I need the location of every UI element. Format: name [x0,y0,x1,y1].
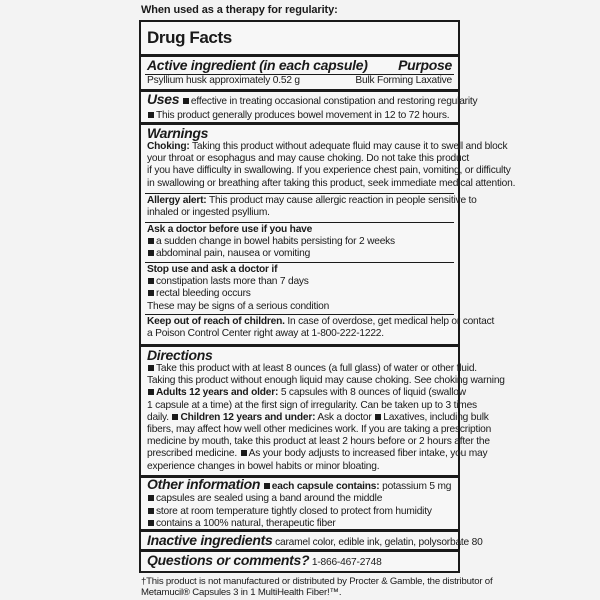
warnings-heading: Warnings [147,125,209,141]
stop-use-item: constipation lasts more than 7 days [156,276,309,288]
questions-heading: Questions or comments? [147,552,310,568]
ask-doctor-section [147,224,395,261]
ask-doctor-item: abdominal pain, nausea or vomiting [156,248,311,260]
adults-label: Adults 12 years and older: [156,387,279,399]
directions-line: daily. [147,411,169,423]
choking-label: Choking: [147,141,190,152]
allergy-line-2: inhaled or ingested psyllium. [147,207,270,219]
ask-doctor-item: a sudden change in bowel habits persisting for 2 weeks [156,236,395,248]
purpose-heading: Purpose [398,57,452,73]
choking-line-4: in swallowing or breathing after taking this product, seek immediate medical attention. [147,177,516,189]
footnote-line-1: †This product is not manufactured or distributed by Procter & Gamble, the distributor of [141,576,493,587]
drug-facts-title: Drug Facts [147,28,232,47]
directions-heading: Directions [147,347,213,363]
footnote [141,576,492,598]
other-info-line: contains a 100% natural, therapeutic fiber [156,518,336,530]
stop-use-note: These may be signs of a serious condition [147,300,330,312]
directions-line: fibers, may affect how well other medicines work. If you are taking a prescription [147,424,492,436]
active-ingredient-heading: Active ingredient (in each capsule) [147,57,368,73]
each-capsule-label: each capsule contains: [271,481,380,492]
directions-line: Laxatives, including bulk [383,411,489,423]
uses-line-2: This product generally produces bowel movement in 12 to 72 hours. [156,110,450,121]
allergy-label: Allergy alert: [147,195,207,206]
inactive-text: caramel color, edible ink, gelatin, polysorbate 80 [275,537,483,548]
inactive-heading: Inactive ingredients [147,532,273,548]
stop-use-heading: Stop use and ask a doctor if [147,264,278,275]
intro-text: When used as a therapy for regularity: [141,4,338,16]
questions-phone: 1-866-467-2748 [311,557,382,568]
choking-warning [147,141,515,190]
stop-use-section [147,264,329,313]
keep-out-line-1: In case of overdose, get medical help or contact [287,316,495,327]
other-info-heading: Other information [147,476,261,492]
other-info-line: capsules are sealed using a band around the middle [156,493,383,505]
directions-line: medicine by mouth, take this product at least 2 hours before or 2 hours after the [147,436,490,448]
choking-line-3: if you have difficulty in swallowing. If you experience chest pain, vomiting, or difficulty [147,165,511,177]
directions-line: Ask a doctor [317,411,372,423]
directions-line: 1 capsule at a time) at the first sign of irregularity. Can be taken up to 3 times [147,399,477,411]
footnote-line-2: Metamucil® Capsules 3 in 1 MultiHealth Fiber!™. [141,587,342,598]
keep-out-label: Keep out of reach of children. [147,316,285,327]
purpose-value: Bulk Forming Laxative [355,75,452,86]
uses-line-1: effective in treating occasional constipation and restoring regularity [190,96,478,107]
choking-line-2: your throat or esophagus and may cause choking. Do not take this product [147,153,469,165]
uses-heading: Uses [147,91,180,107]
keep-out-of-reach [147,316,494,340]
ask-doctor-heading: Ask a doctor before use if you have [147,224,313,235]
each-capsule-value: potassium 5 mg [382,481,452,492]
children-label: Children 12 years and under: [180,411,316,423]
allergy-alert [147,195,477,219]
choking-line-1: Taking this product without adequate fluid may cause it to swell and block [192,141,508,152]
directions-line: As your body adjusts to increased fiber intake, you may [248,448,488,460]
other-info-line: store at room temperature tightly closed to protect from humidity [156,505,432,517]
directions-text [147,363,505,473]
other-information-section [147,478,451,531]
stop-use-item: rectal bleeding occurs [156,288,251,300]
directions-line: Take this product with at least 8 ounces (a full glass) of water or other fluid. [156,363,477,374]
drug-facts-panel [139,20,516,573]
directions-line: experience changes in bowel habits or minor bloating. [147,460,380,472]
allergy-line-1: This product may cause allergic reaction in people sensitive to [208,195,477,206]
directions-line: Taking this product without enough liquid may cause choking. See choking warning [147,375,505,387]
uses-section [147,92,477,123]
directions-line: prescribed medicine. [147,448,237,460]
active-ingredient-value: Psyllium husk approximately 0.52 g [147,75,300,86]
keep-out-line-2: a Poison Control Center right away at 1-800-222-1222. [147,328,384,340]
questions-section [147,552,382,571]
directions-line: 5 capsules with 8 ounces of liquid (swallow [280,387,466,399]
